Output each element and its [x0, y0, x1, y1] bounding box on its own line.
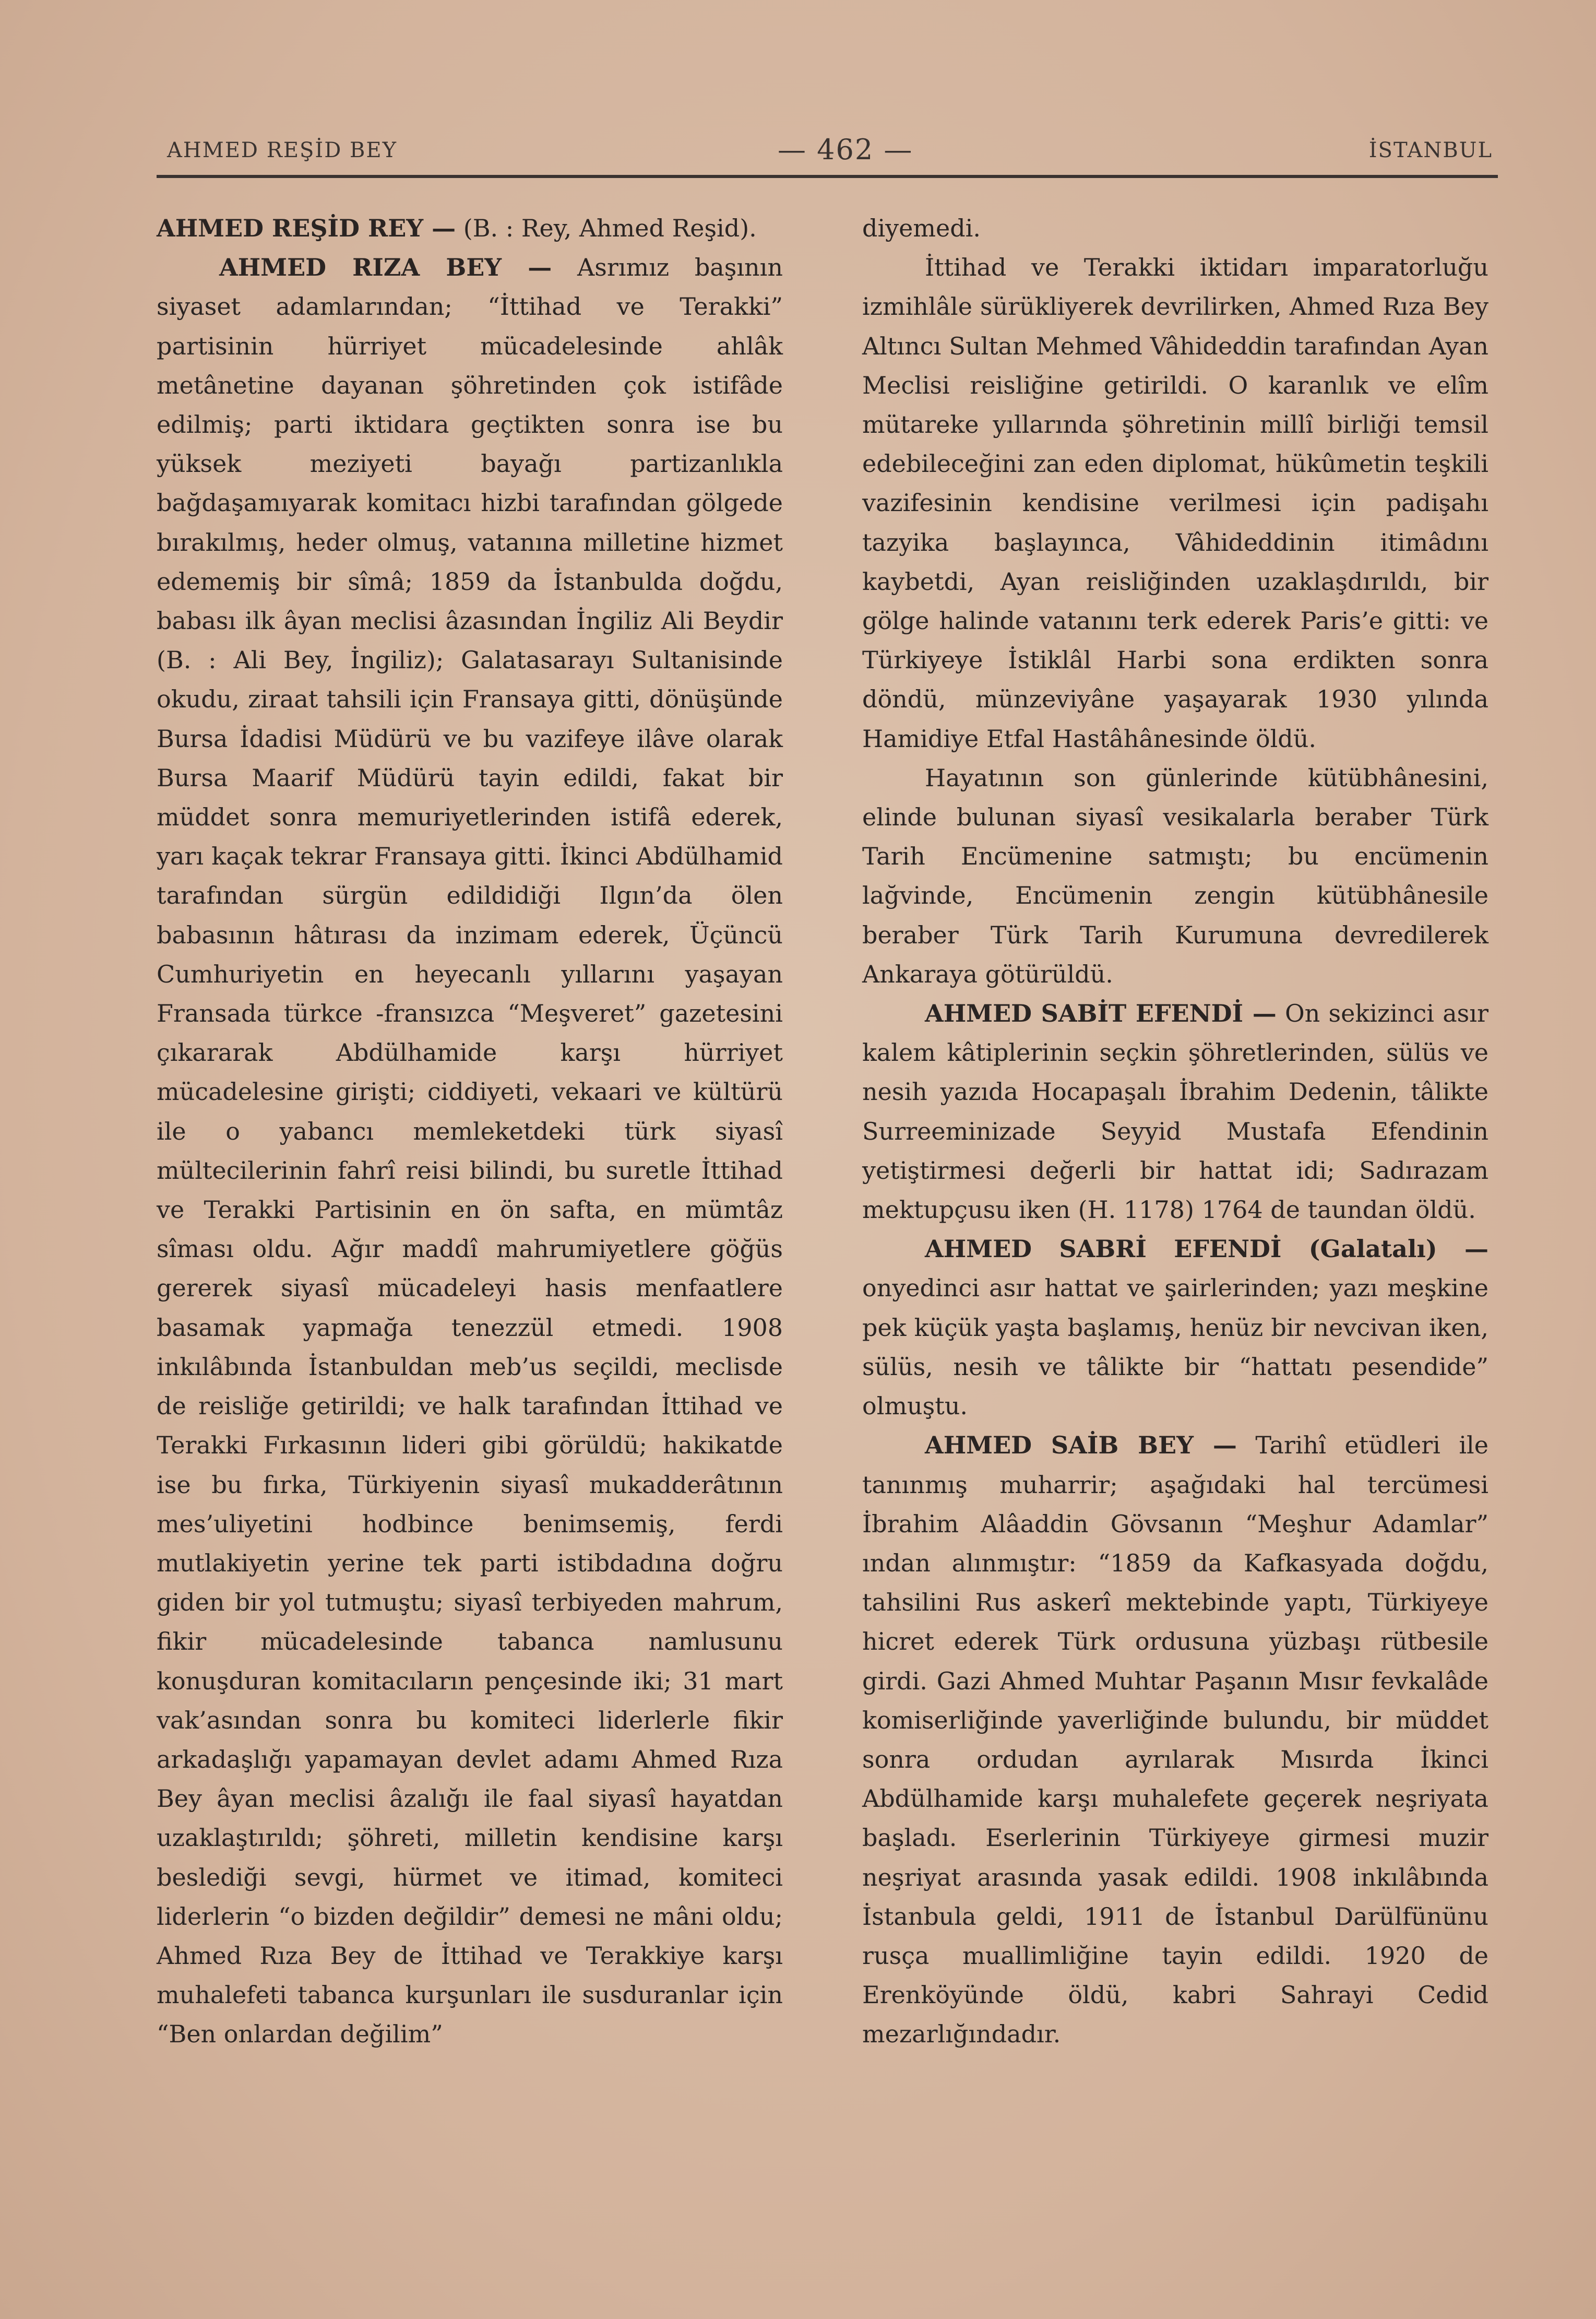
entry-text: Tarihî etüdleri ile tanınmış muharrir; aşağıdaki hal tercümesi İbrahim Alâaddin Gövsanın “Meşhur Adamlar” ından alınmıştır: “1859 da Kafkasyada doğdu, tahsilini Rus askerî mektebinde yaptı, Türkiyeye hicret ederek Türk ordusuna yüzbaşı rütbesile girdi. Gazi Ahmed Muhtar Paşanın Mısır fevkalâde komiserliğinde yaverliğinde bulundu, bir müddet sonra ordudan ayrılarak Mısırda İkinci Abdülhamide karşı muhalefete geçerek neşriyata başladı. Eserlerinin Türkiyeye girmesi muzir neşriyat arasında yasak edildi. 1908 inkılâbında İstanbula geldi, 1911 de İstanbul Darülfününu rusça muallimliğine tayin edildi. 1920 de Erenköyünde öldü, kabri Sahrayi Cedid mezarlığındadır.: [862, 1431, 1488, 2049]
paragraph: [862, 1426, 1488, 2054]
entry-text: (B. : Rey, Ahmed Reşid).: [456, 214, 757, 242]
entry-heading: AHMED SAİB BEY —: [925, 1431, 1237, 1460]
entry-heading: AHMED REŞİD REY —: [157, 214, 456, 242]
entry-text: Asrımız başının siyaset adamlarından; “İttihad ve Terakki” partisinin hürriyet mücadelesinde ahlâk metânetine dayanan şöhretinden çok istifâde edilmiş; parti iktidara geçtikten sonra ise bu yüksek meziyeti bayağı partizanlıkla bağdaşamıyarak komitacı hizbi tarafından gölgede bırakılmış, heder olmuş, vatanına milletine hizmet edememiş bir sîmâ; 1859 da İstanbulda doğdu, babası ilk âyan meclisi âzasından İngiliz Ali Beydir (B. : Ali Bey, İngiliz); Galatasarayı Sultanisinde okudu, ziraat tahsili için Fransaya gitti, dönüşünde Bursa İdadisi Müdürü ve bu vazifeye ilâve olarak Bursa Maarif Müdürü tayin edildi, fakat bir müddet sonra memuriyetlerinden istifâ ederek, yarı kaçak tekrar Fransaya gitti. İkinci Abdülhamid tarafından sürgün edildidiği Ilgın’da ölen babasının hâtırası da inzimam ederek, Üçüncü Cumhuriyetin en heyecanlı yıllarını yaşayan Fransada türkce -fransızca “Meşveret” gazetesini çıkararak Abdülhamide karşı hürriyet mücadelesine girişti; ciddiyeti, vekaari ve kültürü ile o yabancı memleketdeki türk siyasî mültecilerinin fahrî reisi bilindi, bu suretle İttihad ve Terakki Partisinin en ön safta, en mümtâz sîması oldu. Ağır maddî mahrumiyetlere göğüs gererek siyasî mücadeleyi hasis menfaatlere basamak yapmağa tenezzül etmedi. 1908 inkılâbında İstanbuldan meb’us seçildi, meclisde de reisliğe getirildi; ve halk tarafından İttihad ve Terakki Fırkasının lideri gibi görüldü; hakikatde ise bu fırka, Türkiyenin siyasî mukadderâtının mes’uliyetini hodbince benimsemiş, ferdi mutlakiyetin yerine tek parti istibdadına doğru giden bir yol tutmuştu; siyasî terbiyeden mahrum, fikir mücadelesinde tabanca namlusunu konuşduran komitacıların pençesinde iki; 31 mart vak’asından sonra bu komiteci liderlerle fikir arkadaşlığı yapamayan devlet adamı Ahmed Rıza Bey âyan meclisi âzalığı ile faal siyasî hayatdan uzaklaştırıldı; şöhreti, milletin kendisine karşı beslediği sevgi, hürmet ve itimad, komiteci liderlerin “o bizden değildir” demesi ne mâni oldu; Ahmed Rıza Bey de İttihad ve Terakkiye karşı muhalefeti tabanca kurşunları ile susduranlar için “Ben onlardan değilim”: [157, 253, 783, 2049]
entry-heading: AHMED SABRİ EFENDİ (Galatalı) —: [925, 1235, 1488, 1263]
running-head-left: AHMED REŞİD BEY: [167, 138, 398, 162]
entry-heading: AHMED RIZA BEY —: [219, 253, 552, 282]
entry-text: onyedinci asır hattat ve şairlerinden; yazı meşkine pek küçük yaşta başlamış, henüz bir nevcivan iken, sülüs, nesih ve tâlikte bir “hattatı pesendide” olmuştu.: [862, 1274, 1488, 1421]
entry-text: diyemedi.: [862, 214, 981, 242]
paragraph: [862, 248, 1488, 759]
paragraph: [862, 209, 1488, 248]
paragraph: [862, 759, 1488, 994]
running-head-right: İSTANBUL: [1368, 138, 1493, 162]
paragraph: [157, 209, 783, 248]
page-number: — 462 —: [778, 133, 913, 166]
left-column: [157, 209, 783, 2054]
header-rule: [157, 175, 1498, 178]
entry-text: On sekizinci asır kalem kâtiplerinin seçkin şöhretlerinden, sülüs ve nesih yazıda Hocapaşalı İbrahim Dedenin, tâlikte Surreeminizade Seyyid Mustafa Efendinin yetiştirmesi değerli bir hattat idi; Sadırazam mektupçusu iken (H. 1178) 1764 de taundan öldü.: [862, 999, 1488, 1224]
paragraph: [862, 1229, 1488, 1426]
paragraph: [157, 248, 783, 2054]
entry-heading: AHMED SABİT EFENDİ —: [925, 999, 1277, 1028]
entry-text: Hayatının son günlerinde kütübhânesini, elinde bulunan siyasî vesikalarla beraber Türk Tarih Encümenine satmıştı; bu encümenin lağvinde, Encümenin zengin kütübhânesile beraber Türk Tarih Kurumuna devredilerek Ankaraya götürüldü.: [862, 763, 1488, 988]
page-header: [157, 133, 1498, 180]
entry-text: İttihad ve Terakki iktidarı imparatorluğu izmihlâle sürükliyerek devrilirken, Ahmed Rıza Bey Altıncı Sultan Mehmed Vâhideddin tarafından Ayan Meclisi reisliğine getirildi. O karanlık ve elîm mütareke yıllarında şöhretinin millî birliği temsil edebileceğini zan eden diplomat, hükûmetin teşkili vazifesinin kendisine verilmesi için padişahı tazyika başlayınca, Vâhideddinin itimâdını kaybetdi, Ayan reisliğinden uzaklaşdırıldı, bir gölge halinde vatanını terk ederek Paris’e gitti: ve Türkiyeye İstiklâl Harbi sona erdikten sonra döndü, münzeviyâne yaşayarak 1930 yılında Hamidiye Etfal Hastâhânesinde öldü.: [862, 253, 1488, 753]
right-column: [862, 209, 1488, 2054]
paragraph: [862, 994, 1488, 1229]
